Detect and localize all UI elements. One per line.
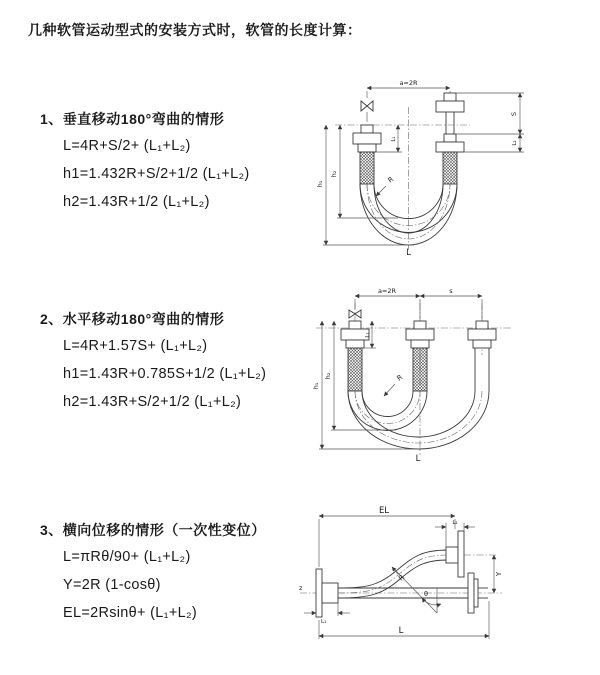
formula-line: L=πRθ/90+ (L₁+L₂): [63, 549, 191, 565]
hose-fitting-right: [468, 321, 496, 391]
dim-label-theta: θ: [424, 590, 428, 598]
dimension-length: [319, 601, 489, 639]
section-heading: 2、水平移动180°弯曲的情形: [40, 311, 225, 327]
section-lateral-displacement: [40, 517, 266, 627]
formula-line: h2=1.43R+1/2 (L₁+L₂): [63, 194, 210, 210]
diagram-lateral-displacement: [296, 503, 511, 655]
section-horizontal-movement: [40, 306, 266, 416]
dim-label-l2: L₂: [512, 140, 518, 146]
dim-label-h1: h₁: [316, 180, 324, 188]
hose-u-bend: [348, 391, 489, 449]
flange-left: [316, 569, 338, 617]
hose-fitting-middle: [406, 321, 434, 391]
dimension-el: [319, 506, 458, 567]
page-title: 几种软管运动型式的安装方式时，软管的长度计算：: [28, 22, 362, 38]
section-vertical-movement: [40, 106, 250, 216]
dim-label-s: S: [510, 111, 518, 117]
dim-label-h2: h₂: [324, 372, 332, 380]
valve-icon: [361, 101, 373, 111]
radius-callout: [376, 175, 395, 196]
formula-line: h2=1.43R+S/2+1/2 (L₁+L₂): [63, 394, 242, 410]
dimension-span: [367, 79, 450, 122]
dim-label-el: EL: [378, 506, 390, 516]
dimension-fitting-left: [364, 321, 376, 348]
dim-label-r: R: [386, 175, 396, 185]
radius-callout: [392, 567, 406, 583]
dimension-span: [355, 287, 482, 319]
dim-label-length: L: [415, 454, 421, 464]
dim-label-l1: L₁: [321, 619, 327, 625]
diagram-vertical-180-bend: [310, 72, 570, 257]
radius-callout: [384, 373, 404, 396]
dimension-travel: [456, 93, 524, 152]
dim-label-h1: h₁: [312, 382, 320, 390]
dimension-fitting-right: [435, 520, 475, 547]
dim-label-h2: h₂: [330, 170, 338, 178]
dim-label-length: L: [398, 626, 404, 636]
dim-label-l1: L₁: [365, 332, 371, 338]
hose-fitting-left: [353, 125, 381, 184]
hose-fitting-right: [436, 93, 464, 184]
section-heading: 1、垂直移动180°弯曲的情形: [40, 111, 225, 127]
dim-label-r: R: [397, 573, 407, 583]
diagram-horizontal-180-bend: [306, 283, 576, 468]
dim-label-s: s: [449, 287, 453, 295]
dimension-fitting-left: [304, 603, 350, 625]
dim-label-span: a=2R: [399, 79, 418, 87]
formula-line: h1=1.432R+S/2+1/2 (L₁+L₂): [63, 166, 250, 182]
formula-line: Y=2R (1-cosθ): [63, 577, 161, 593]
formula-line: h1=1.43R+0.785S+1/2 (L₁+L₂): [63, 366, 267, 382]
dim-label-l2: L₂: [452, 520, 458, 526]
dim-label-l1: L₁: [391, 136, 397, 142]
dimension-offset: [494, 555, 503, 593]
formula-line: EL=2Rsinθ+ (L₁+L₂): [63, 605, 198, 621]
dim-label-r: R: [395, 373, 405, 383]
dim-label-length: L: [406, 248, 411, 257]
formula-line: L=4R+1.57S+ (L₁+L₂): [63, 338, 208, 354]
dim-label-y: Y: [495, 571, 503, 577]
dim-label-span: a=2R: [377, 287, 397, 295]
section-heading: 3、横向位移的情形（一次性变位）: [40, 522, 266, 538]
hose-fitting-left: [341, 321, 369, 391]
formula-line: L=4R+S/2+ (L₁+L₂): [63, 138, 191, 154]
axis-mark: z: [299, 584, 303, 592]
